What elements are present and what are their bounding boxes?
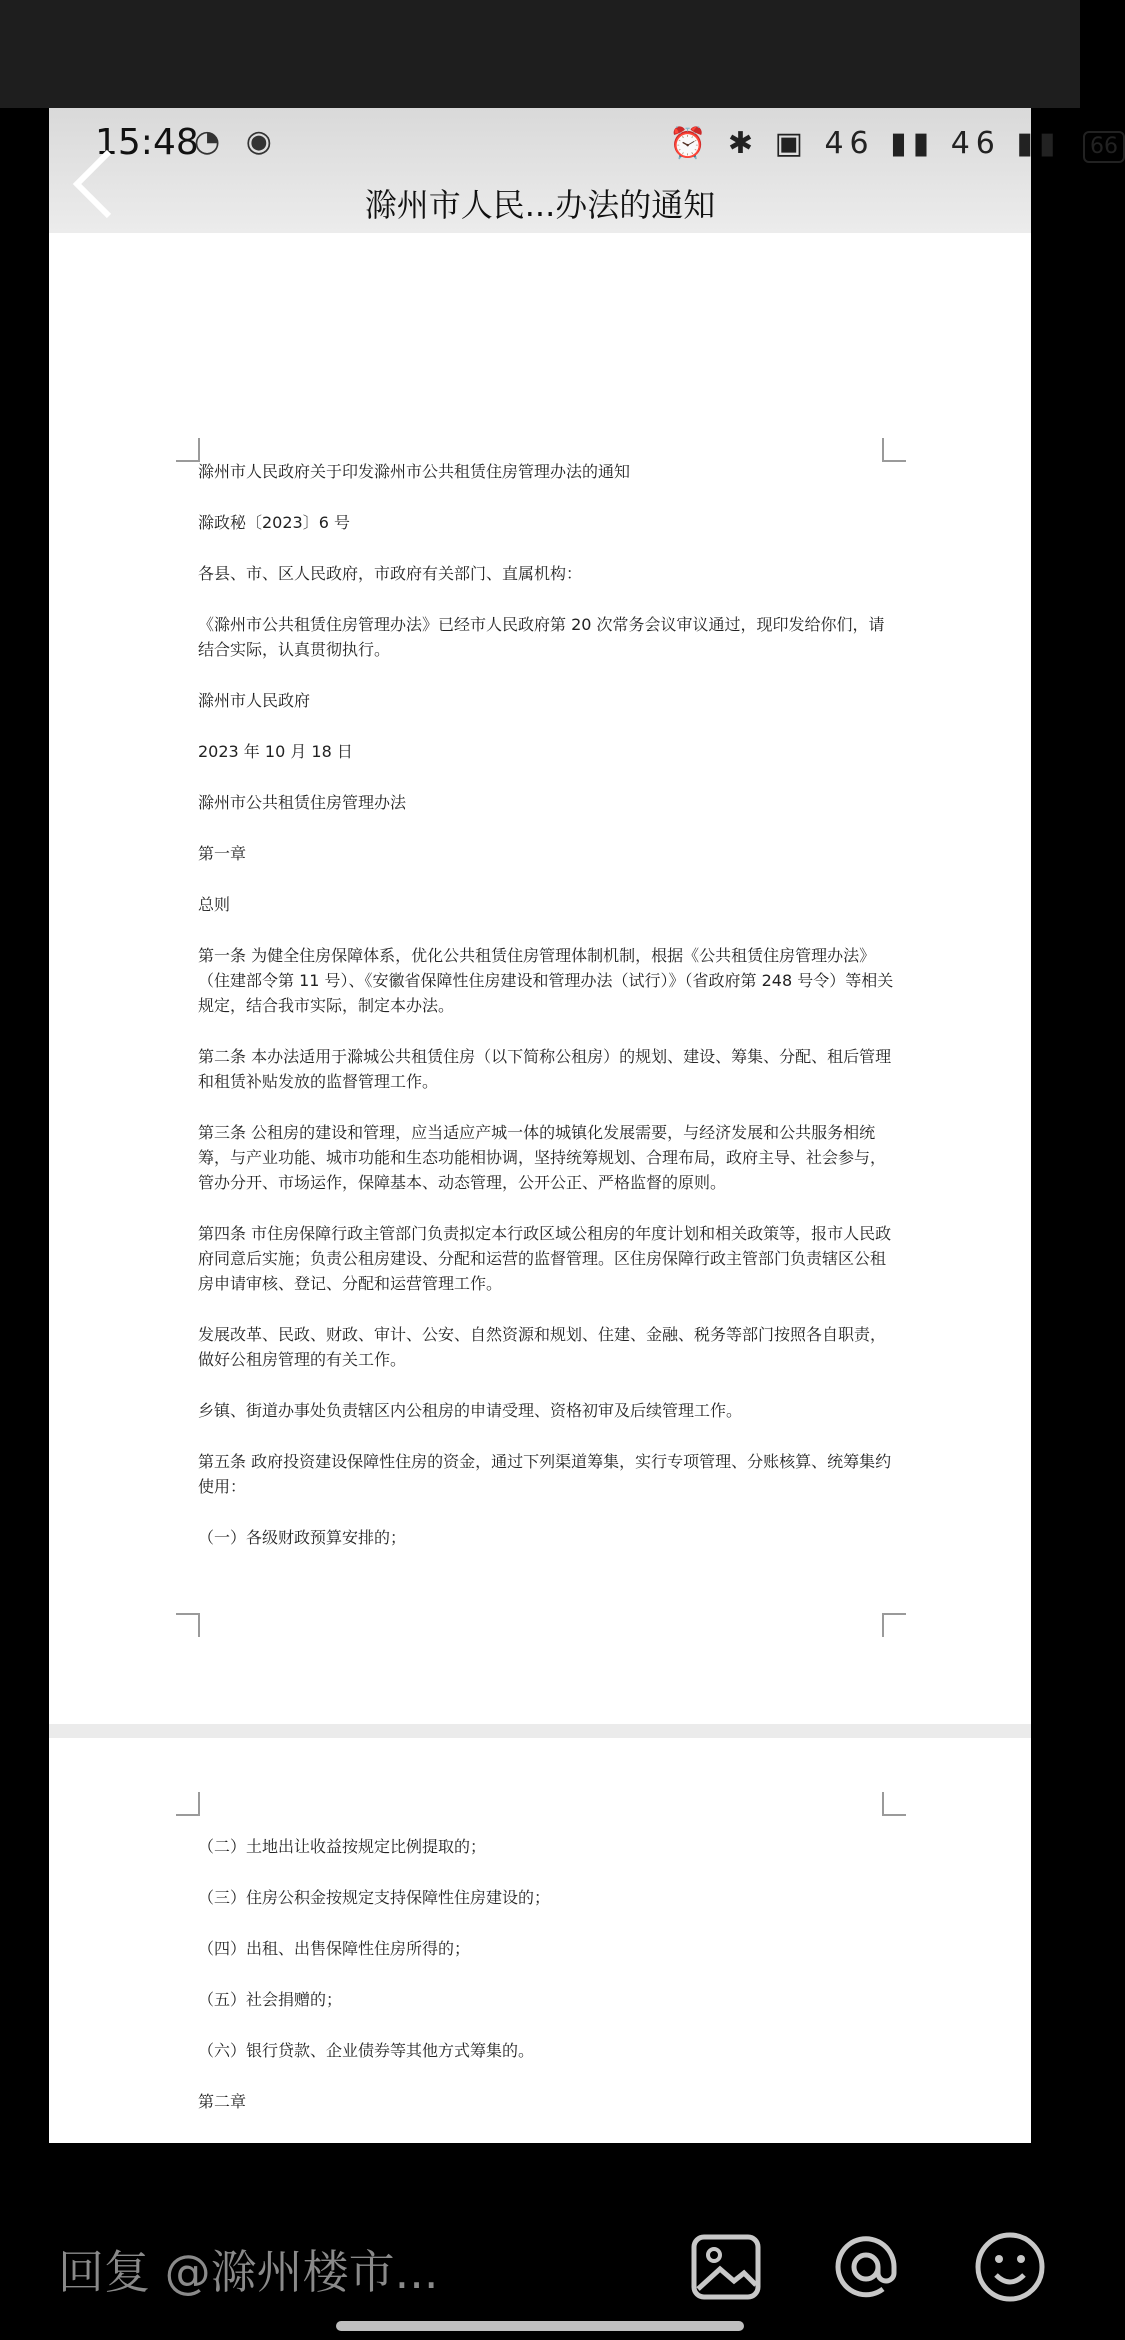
doc-paragraph: 各县、市、区人民政府，市政府有关部门、直属机构： — [198, 564, 583, 583]
doc-paragraph: 乡镇、街道办事处负责辖区内公租房的申请受理、资格初审及后续管理工作。 — [198, 1401, 743, 1420]
home-indicator[interactable] — [336, 2321, 744, 2331]
doc-paragraph: 发展改革、民政、财政、审计、公安、自然资源和规划、住建、金融、税务等部门按照各自职责，做好公租房管理的有关工作。 — [198, 1325, 887, 1369]
doc-paragraph: 《滁州市公共租赁住房管理办法》已经市人民政府第 20 次常务会议审议通过，现印发给你们，请结合实际，认真贯彻执行。 — [198, 615, 885, 659]
battery-level: 66 — [1089, 134, 1118, 159]
viewer-header — [49, 108, 1118, 234]
page-separator — [49, 1724, 1031, 1738]
status-icons — [669, 126, 1125, 163]
doc-paragraph: （三）住房公积金按规定支持保障性住房建设的； — [198, 1888, 551, 1907]
doc-paragraph: 第一章 — [198, 844, 247, 863]
doc-paragraph: 第二条 本办法适用于滁城公共租赁住房（以下简称公租房）的规划、建设、筹集、分配、租后管理和租赁补贴发放的监督管理工作。 — [198, 1047, 892, 1091]
doc-paragraph: （二）土地出让收益按规定比例提取的； — [198, 1837, 487, 1856]
reply-input[interactable]: 回复 @滁州楼市... — [58, 2245, 439, 2299]
crop-mark — [176, 438, 200, 462]
doc-paragraph: 第三条 公租房的建设和管理，应当适应产城一体的城镇化发展需要，与经济发展和公共服务相统筹，与产业功能、城市功能和生态功能相协调，坚持统筹规划、合理布局，政府主导、社会参与，管办分开、市场运作，保障基本、动态管理，公开公正、严格监督的原则。 — [198, 1123, 887, 1192]
document-page-2 — [49, 1738, 1031, 2158]
doc-paragraph: 滁州市人民政府 — [198, 691, 311, 710]
document-page-1 — [49, 233, 1031, 1724]
status-time: 15:48 — [95, 122, 199, 163]
doc-paragraph: （一）各级财政预算安排的； — [198, 1528, 407, 1547]
doc-paragraph: 总则 — [198, 895, 231, 914]
page-1-text — [198, 459, 898, 1576]
battery-icon — [1083, 131, 1125, 163]
doc-paragraph: 滁州市公共租赁住房管理办法 — [198, 793, 407, 812]
system-status-icons: ⏰ ✱ ▣ 46 ▮▮ 46 ▮▮ — [669, 126, 1062, 161]
crop-mark — [176, 1792, 200, 1816]
document-title: 滁州市人民...办法的通知 — [364, 186, 716, 224]
crop-mark — [176, 1613, 200, 1637]
image-button[interactable] — [688, 2231, 764, 2307]
top-dark-margin — [0, 0, 1080, 108]
doc-paragraph: 第二章 — [198, 2092, 247, 2111]
notification-icons: ◔ ◉ — [194, 124, 280, 159]
reply-bar — [0, 2143, 1080, 2340]
doc-paragraph: 滁州市人民政府关于印发滁州市公共租赁住房管理办法的通知 — [198, 462, 631, 481]
image-icon — [690, 2233, 762, 2305]
doc-paragraph: 第一条 为健全住房保障体系，优化公共租赁住房管理体制机制，根据《公共租赁住房管理办法》（住建部令第 11 号）、《安徽省保障性住房建设和管理办法（试行）》（省政府第 248 号令）等相关规定，结合我市实际，制定本办法。 — [198, 946, 894, 1015]
crop-mark — [882, 1613, 906, 1637]
emoji-icon — [972, 2229, 1048, 2309]
doc-paragraph: （五）社会捐赠的； — [198, 1990, 343, 2009]
doc-paragraph: 第五条 政府投资建设保障性住房的资金，通过下列渠道筹集，实行专项管理、分账核算、统筹集约使用： — [198, 1452, 892, 1496]
doc-paragraph: 2023 年 10 月 18 日 — [198, 742, 353, 761]
emoji-button[interactable] — [972, 2231, 1048, 2307]
doc-paragraph: 滁政秘〔2023〕6 号 — [198, 513, 350, 532]
doc-paragraph: 第四条 市住房保障行政主管部门负责拟定本行政区域公租房的年度计划和相关政策等，报市人民政府同意后实施；负责公租房建设、分配和运营的监督管理。区住房保障行政主管部门负责辖区公租房申请审核、登记、分配和运营管理工作。 — [198, 1224, 892, 1293]
doc-paragraph: （六）银行贷款、企业债券等其他方式筹集的。 — [198, 2041, 535, 2060]
doc-paragraph: （四）出租、出售保障性住房所得的； — [198, 1939, 471, 1958]
crop-mark — [882, 1792, 906, 1816]
document-viewer[interactable] — [49, 108, 1118, 2143]
at-icon — [828, 2229, 904, 2309]
mention-button[interactable] — [828, 2231, 904, 2307]
